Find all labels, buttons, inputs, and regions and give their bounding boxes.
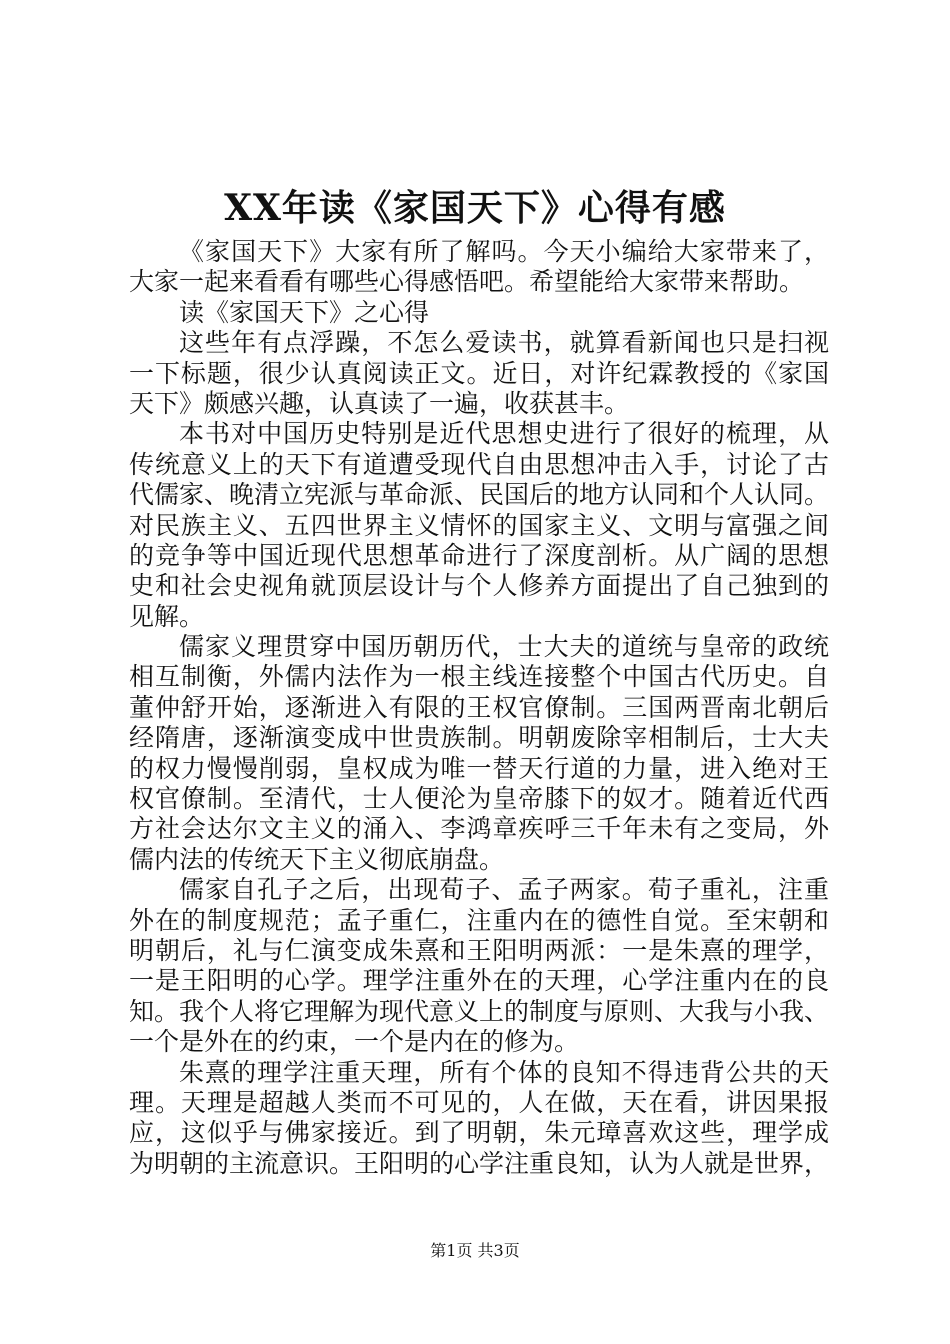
body-line: 的权力慢慢削弱，皇权成为唯一替天行道的力量，进入绝对王 xyxy=(129,753,829,783)
body-line: 应，这似乎与佛家接近。到了明朝，朱元璋喜欢这些，理学成 xyxy=(129,1118,829,1148)
body-line: 一是王阳明的心学。理学注重外在的天理，心学注重内在的良 xyxy=(129,966,829,996)
body-line: 天下》颇感兴趣，认真读了一遍，收获甚丰。 xyxy=(129,388,630,418)
body-line: 董仲舒开始，逐渐进入有限的王权官僚制。三国两晋南北朝后 xyxy=(129,692,829,722)
body-line: 相互制衡，外儒内法作为一根主线连接整个中国古代历史。自 xyxy=(129,662,829,692)
body-line: 一下标题，很少认真阅读正文。近日，对许纪霖教授的《家国 xyxy=(129,358,829,388)
body-line: 这些年有点浮躁，不怎么爱读书，就算看新闻也只是扫视 xyxy=(179,328,829,358)
body-line: 儒家义理贯穿中国历朝历代，士大夫的道统与皇帝的政统 xyxy=(179,632,829,662)
body-line: 传统意义上的天下有道遭受现代自由思想冲击入手，讨论了古 xyxy=(129,449,829,479)
body-line: 的竞争等中国近现代思想革命进行了深度剖析。从广阔的思想 xyxy=(129,540,829,570)
body-line: 史和社会史视角就顶层设计与个人修养方面提出了自己独到的 xyxy=(129,571,829,601)
body-line: 外在的制度规范；孟子重仁，注重内在的德性自觉。至宋朝和 xyxy=(129,905,829,935)
body-line: 本书对中国历史特别是近代思想史进行了很好的梳理，从 xyxy=(179,419,829,449)
body-line: 朱熹的理学注重天理，所有个体的良知不得违背公共的天 xyxy=(179,1057,829,1087)
body-line: 知。我个人将它理解为现代意义上的制度与原则、大我与小我、 xyxy=(129,996,830,1026)
body-line: 一个是外在的约束，一个是内在的修为。 xyxy=(129,1027,580,1057)
document-title: XX年读《家国天下》心得有感 xyxy=(224,187,726,229)
body-line: 权官僚制。至清代，士人便沦为皇帝膝下的奴才。随着近代西 xyxy=(129,784,829,814)
body-line: 为明朝的主流意识。王阳明的心学注重良知，认为人就是世界， xyxy=(129,1148,830,1178)
body-line: 明朝后，礼与仁演变成朱熹和王阳明两派：一是朱熹的理学， xyxy=(129,935,829,965)
body-line: 见解。 xyxy=(129,601,205,631)
body-line: 理。天理是超越人类而不可见的，人在做，天在看，讲因果报 xyxy=(129,1087,829,1117)
body-line: 方社会达尔文主义的涌入、李鸿章疾呼三千年未有之变局，外 xyxy=(129,814,829,844)
body-line: 代儒家、晚清立宪派与革命派、民国后的地方认同和个人认同。 xyxy=(129,480,830,510)
body-line: 大家一起来看看有哪些心得感悟吧。希望能给大家带来帮助。 xyxy=(129,267,805,297)
body-line: 对民族主义、五四世界主义情怀的国家主义、文明与富强之间 xyxy=(129,510,829,540)
body-line: 经隋唐，逐渐演变成中世贵族制。明朝废除宰相制后，士大夫 xyxy=(129,723,829,753)
document-body xyxy=(129,237,829,1179)
body-line: 儒内法的传统天下主义彻底崩盘。 xyxy=(129,844,505,874)
page-indicator: 第1页 共3页 xyxy=(430,1241,520,1260)
body-line: 《家国天下》大家有所了解吗。今天小编给大家带来了， xyxy=(179,237,829,266)
body-line: 儒家自孔子之后，出现荀子、孟子两家。荀子重礼，注重 xyxy=(179,875,829,905)
body-line: 读《家国天下》之心得 xyxy=(179,297,430,327)
